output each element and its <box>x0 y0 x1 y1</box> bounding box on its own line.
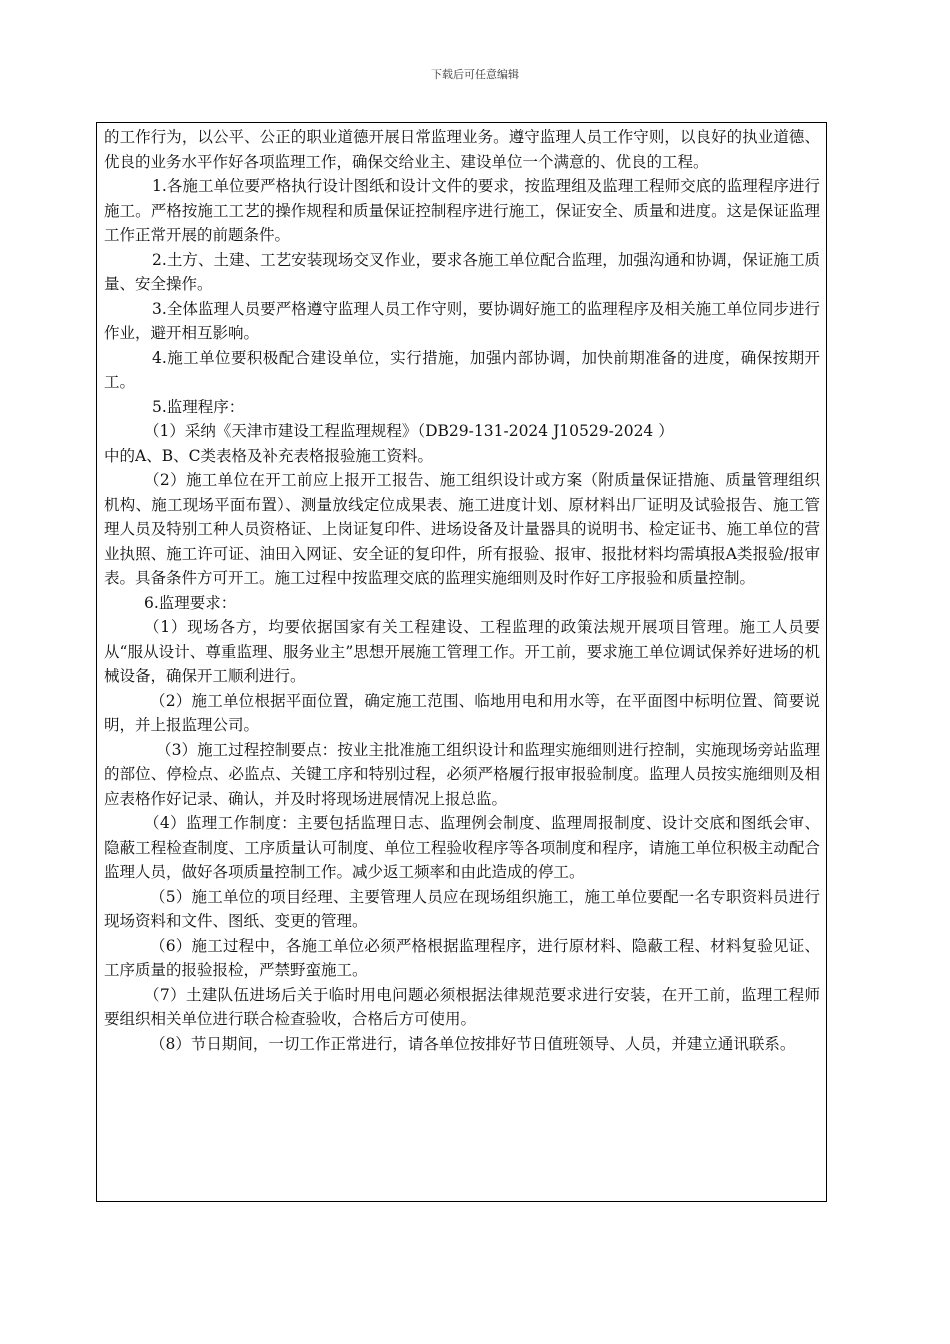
paragraph-requirement-8: （8）节日期间，一切工作正常进行，请各单位按排好节日值班领导、人员，并建立通讯联系。 <box>150 1034 796 1053</box>
paragraph-requirement-3: （3）施工过程控制要点：按业主批准施工组织设计和监理实施细则进行控制，实施现场旁站监理的部位、停检点、必监点、关键工序和特别过程，必须严格履行报审报验制度。监理人员按实施细则及相应表格作好记录、确认，并及时将现场进展情况上报总监。 <box>104 740 820 808</box>
paragraph-requirement-1: （1）现场各方，均要依据国家有关工程建设、工程监理的政策法规开展项目管理。施工人员要从“服从设计、尊重监理、服务业主”思想开展施工管理工作。开工前，要求施工单位调试保养好进场的机械设备，确保开工顺利进行。 <box>104 618 820 685</box>
paragraph-requirement-7: （7）土建队伍进场后关于临时用电问题必须根据法律规范要求进行安装，在开工前，监理工程师要组织相关单位进行联合检查验收，合格后方可使用。 <box>104 985 820 1028</box>
paragraph-requirement-6: （6）施工过程中，各施工单位必须严格根据监理程序，进行原材料、隐蔽工程、材料复验见证、工序质量的报验报检，严禁野蛮施工。 <box>104 936 820 979</box>
paragraph-procedure-1-cont: 中的A、B、C类表格及补充表格报验施工资料。 <box>104 446 433 465</box>
paragraph-procedure-2: （2）施工单位在开工前应上报开工报告、施工组织设计或方案（附质量保证措施、质量管理组织机构、施工现场平面布置）、测量放线定位成果表、施工进度计划、原材料出厂证明及试验报告、施工管理人员及特别工种人员资格证、上岗证复印件、进场设备及计量器具的说明书、检定证书、施工单位的营业执照、施工许可证、油田入网证、安全证的复印件，所有报验、报审、报批材料均需填报A类报验/报审表。具备条件方可开工。施工过程中按监理交底的监理实施细则及时作好工序报验和质量控制。 <box>104 471 820 587</box>
paragraph-procedure-1: （1）采纳《天津市建设工程监理规程》（DB29-131-2024 J10529-2024 ） <box>144 422 674 440</box>
paragraph-intro: 的工作行为，以公平、公正的职业道德开展日常监理业务。遵守监理人员工作守则，以良好的执业道德、优良的业务水平作好各项监理工作，确保交给业主、建设单位一个满意的、优良的工程。 <box>104 128 820 171</box>
paragraph-requirement-4: （4）监理工作制度：主要包括监理日志、监理例会制度、监理周报制度、设计交底和图纸会审、隐蔽工程检查制度、工序质量认可制度、单位工程验收程序等各项制度和程序，请施工单位积极主动配合监理人员，做好各项质量控制工作。减少返工频率和由此造成的停工。 <box>104 814 820 881</box>
section-heading-requirements: 6.监理要求： <box>144 593 237 612</box>
paragraph-requirement-2: （2）施工单位根据平面位置，确定施工范围、临地用电和用水等，在平面图中标明位置、简要说明，并上报监理公司。 <box>104 691 820 734</box>
page-header: 下载后可任意编辑 <box>431 68 519 81</box>
paragraph-item-2: 2.土方、土建、工艺安装现场交叉作业，要求各施工单位配合监理，加强沟通和协调，保证施工质量、安全操作。 <box>104 250 820 293</box>
paragraph-item-3: 3.全体监理人员要严格遵守监理人员工作守则，要协调好施工的监理程序及相关施工单位同步进行作业，避开相互影响。 <box>104 299 820 342</box>
section-heading-procedure: 5.监理程序： <box>152 397 245 416</box>
paragraph-item-1: 1.各施工单位要严格执行设计图纸和设计文件的要求，按监理组及监理工程师交底的监理程序进行施工。严格按施工工艺的操作规程和质量保证控制程序进行施工，保证安全、质量和进度。这是保证监理工作正常开展的前题条件。 <box>104 177 820 244</box>
paragraph-requirement-5: （5）施工单位的项目经理、主要管理人员应在现场组织施工，施工单位要配一名专职资料员进行现场资料和文件、图纸、变更的管理。 <box>104 887 820 930</box>
document-content-box <box>96 122 827 1202</box>
paragraph-item-4: 4.施工单位要积极配合建设单位，实行措施，加强内部协调，加快前期准备的进度，确保按期开工。 <box>104 348 820 391</box>
